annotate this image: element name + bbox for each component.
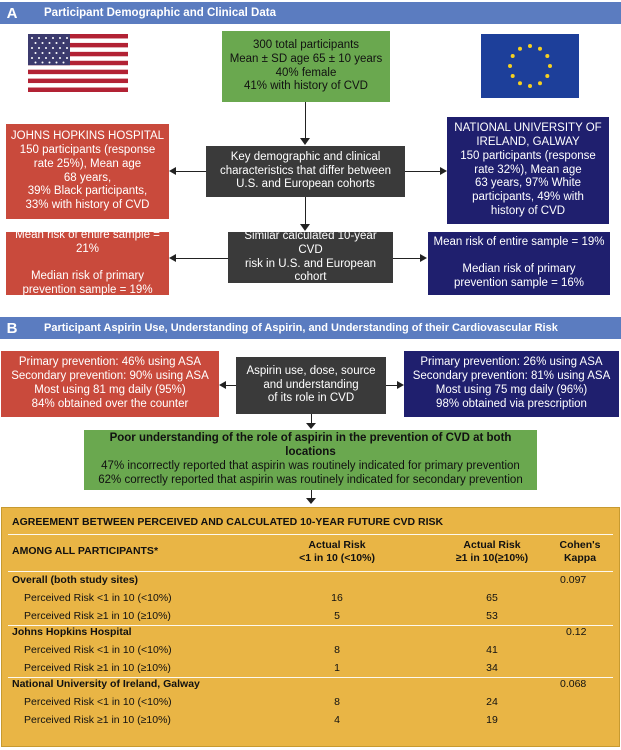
col-header-actual-low: [272, 539, 402, 564]
key-differences-box: [206, 146, 405, 197]
eu-risk-box: [428, 232, 610, 295]
aspirin-center-box: [236, 357, 386, 414]
section-a-title: Participant Demographic and Clinical Data: [44, 7, 276, 19]
section-b-title: Participant Aspirin Use, Understanding of Aspirin, and Understanding of their Cardiovascular Risk: [44, 322, 558, 334]
eu-risk-line: Mean risk of entire sample = 19%: [433, 236, 605, 249]
nuig-line: NATIONAL UNIVERSITY OF: [454, 122, 602, 135]
key-diff-line: Key demographic and clinical: [230, 150, 381, 163]
section-a-letter: A: [6, 4, 18, 22]
us-risk-box: [6, 229, 169, 296]
table-header-row: [2, 539, 619, 569]
cell-actual-high: 65: [486, 592, 498, 604]
aspirin-center-line: of its role in CVD: [267, 392, 355, 405]
agreement-table: [1, 507, 620, 747]
us-risk-line: Median risk of primary: [30, 270, 145, 282]
section-a-header: [0, 2, 621, 24]
col-header-actual-high: [432, 539, 552, 564]
cell-actual-high: 41: [486, 644, 498, 656]
aspirin-center-line: and understanding: [263, 378, 359, 391]
arrow-line: [393, 258, 421, 259]
us-risk-line: prevention sample = 19%: [22, 283, 153, 296]
poor-understanding-headline: Poor understanding of the role of aspirin in the prevention of CVD at both locations: [109, 432, 512, 459]
arrow-left-icon: [169, 254, 176, 262]
col-header-kappa: [550, 539, 610, 564]
us-risk-spacer: [10, 257, 165, 270]
jhh-line: 150 participants (response: [19, 143, 156, 156]
poor-understanding-line: 62% correctly reported that aspirin was routinely indicated for secondary prevention: [98, 473, 523, 486]
arrow-line: [176, 258, 228, 259]
col-header-text: Kappa: [563, 551, 597, 564]
arrow-left-icon: [169, 167, 176, 175]
nuig-line: history of CVD: [490, 204, 566, 217]
poor-understanding-line: 47% incorrectly reported that aspirin was routinely indicated for primary prevention: [101, 460, 520, 472]
group-name: Overall (both study sites): [12, 574, 139, 586]
row-label: Perceived Risk <1 in 10 (<10%): [24, 644, 172, 656]
similar-risk-line: Similar calculated 10-year CVD: [244, 229, 377, 256]
cell-actual-low: 5: [334, 610, 340, 622]
arrow-head-icon: [306, 423, 316, 429]
section-b-header: [0, 317, 621, 339]
eu-flag-icon: [481, 34, 579, 98]
eu-risk-line: Median risk of primary: [462, 263, 576, 276]
cell-actual-high: 53: [486, 610, 498, 622]
eu-risk-spacer: [434, 250, 605, 263]
arrow-line: [305, 102, 306, 142]
col-header-text: Actual Risk: [463, 539, 521, 551]
nuig-line: participants, 49% with: [472, 191, 584, 204]
arrow-head-icon: [300, 138, 310, 145]
cell-actual-high: 34: [486, 662, 498, 674]
kappa-value: 0.068: [560, 678, 587, 690]
nuig-line: rate 32%), Mean age: [474, 163, 582, 176]
total-line: 41% with history of CVD: [244, 80, 368, 93]
jhh-line: rate 25%), Mean age: [33, 157, 142, 170]
us-aspirin-line: 84% obtained over the counter: [31, 397, 189, 410]
section-b-letter: B: [6, 319, 18, 337]
arrow-right-icon: [397, 381, 404, 389]
aspirin-center-line: Aspirin use, dose, source: [246, 364, 376, 377]
table-title: AGREEMENT BETWEEN PERCEIVED AND CALCULATED 10-YEAR FUTURE CVD RISK: [12, 516, 444, 528]
arrow-right-icon: [420, 254, 427, 262]
jhh-line: 33% with history of CVD: [25, 199, 150, 212]
table-divider: [8, 534, 613, 535]
group-name: National University of Ireland, Galway: [12, 678, 200, 690]
cell-actual-high: 24: [486, 696, 498, 708]
cell-actual-low: 16: [331, 592, 343, 604]
arrow-line: [305, 197, 306, 227]
similar-risk-box: [228, 229, 393, 284]
jhh-line: JOHNS HOPKINS HOSPITAL: [10, 130, 165, 143]
kappa-value: 0.12: [566, 626, 587, 638]
kappa-value: 0.097: [560, 574, 587, 586]
total-line: 40% female: [275, 66, 337, 79]
jhh-box: [6, 124, 169, 219]
jhh-line: 68 years,: [63, 171, 112, 184]
col-header-text: Cohen's: [559, 539, 601, 551]
arrow-head-icon: [306, 498, 316, 504]
nuig-box: [447, 117, 609, 224]
eu-aspirin-line: Most using 75 mg daily (96%): [435, 384, 588, 396]
arrow-line: [405, 171, 441, 172]
group-name: Johns Hopkins Hospital: [12, 626, 132, 638]
us-aspirin-line: Secondary prevention: 90% using ASA: [11, 370, 209, 383]
cell-actual-low: 8: [334, 696, 340, 708]
us-aspirin-line: Primary prevention: 46% using ASA: [18, 356, 202, 369]
eu-aspirin-line: Secondary prevention: 81% using ASA: [412, 370, 611, 383]
col-header-participants: AMONG ALL PARTICIPANTS*: [12, 545, 159, 557]
row-label: Perceived Risk <1 in 10 (<10%): [24, 592, 172, 604]
cell-actual-low: 4: [334, 714, 340, 726]
cell-actual-high: 19: [486, 714, 498, 726]
similar-risk-line: risk in U.S. and European cohort: [244, 257, 377, 284]
nuig-line: IRELAND, GALWAY: [476, 136, 580, 148]
cell-actual-low: 1: [334, 662, 340, 674]
arrow-line: [226, 385, 236, 386]
nuig-line: 63 years, 97% White: [474, 177, 582, 190]
row-label: Perceived Risk <1 in 10 (<10%): [24, 696, 172, 708]
poor-understanding-box: [84, 430, 537, 490]
cell-actual-low: 8: [334, 644, 340, 656]
us-flag-icon: [28, 34, 128, 92]
table-divider: [8, 571, 613, 572]
row-label: Perceived Risk ≥1 in 10 (≥10%): [24, 662, 171, 674]
us-aspirin-box: [1, 351, 219, 417]
total-line: 300 total participants: [252, 38, 360, 51]
key-diff-line: characteristics that differ between: [219, 164, 392, 177]
eu-risk-line: prevention sample = 16%: [453, 276, 585, 289]
total-participants-box: [222, 31, 390, 102]
col-header-text: Actual Risk: [308, 539, 366, 551]
arrow-left-icon: [219, 381, 226, 389]
row-label: Perceived Risk ≥1 in 10 (≥10%): [24, 610, 171, 622]
eu-aspirin-box: [404, 351, 619, 417]
total-line: Mean ± SD age 65 ± 10 years: [229, 52, 383, 65]
arrow-right-icon: [440, 167, 447, 175]
row-label: Perceived Risk ≥1 in 10 (≥10%): [24, 714, 171, 726]
key-diff-line: U.S. and European cohorts: [236, 178, 375, 191]
nuig-line: 150 participants (response: [460, 149, 596, 162]
col-header-text: <1 in 10 (<10%): [299, 551, 375, 564]
eu-aspirin-line: 98% obtained via prescription: [436, 397, 587, 410]
arrow-line: [176, 171, 206, 172]
jhh-line: 39% Black participants,: [27, 185, 148, 198]
col-header-text: ≥1 in 10(≥10%): [455, 551, 529, 564]
us-aspirin-line: Most using 81 mg daily (95%): [34, 384, 186, 396]
us-risk-line: Mean risk of entire sample = 21%: [15, 229, 160, 256]
eu-aspirin-line: Primary prevention: 26% using ASA: [420, 356, 603, 369]
